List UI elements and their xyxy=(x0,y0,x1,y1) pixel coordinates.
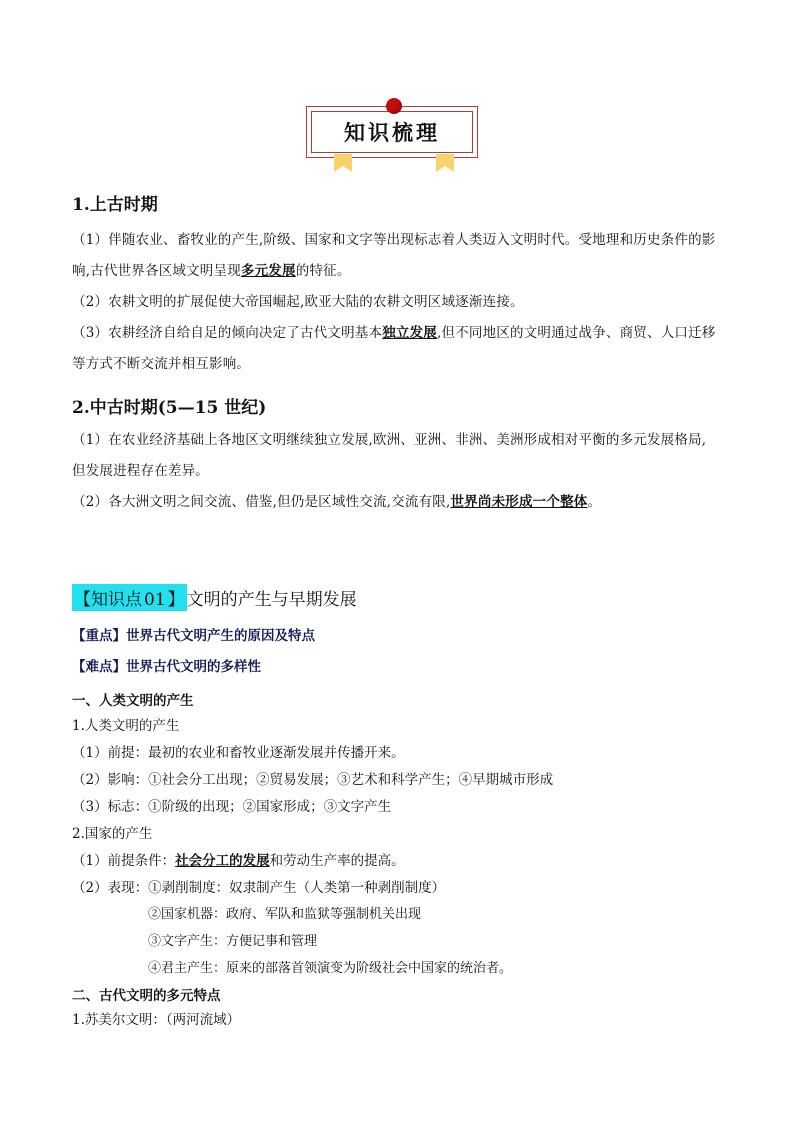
text-line: （2）农耕文明的扩展促使大帝国崛起,欧亚大陆的农耕文明区域逐渐连接。 xyxy=(72,294,524,310)
text-span: （3）农耕经济自给自足的倾向决定了古代文明基本 xyxy=(72,325,383,341)
underlined-keyword: 社会分工的发展 xyxy=(175,853,270,869)
red-pin-icon xyxy=(386,98,402,114)
text-line: ④君主产生：原来的部落首领演变为阶级社会中国家的统治者。 xyxy=(148,961,513,976)
text-line xyxy=(72,849,405,869)
underlined-keyword: 多元发展 xyxy=(240,263,296,279)
knowledge-point-tag xyxy=(72,584,187,611)
tag-number: 01 xyxy=(144,590,166,610)
part-heading-diversity: 二、古代文明的多元特点 xyxy=(72,988,221,1004)
text-line xyxy=(72,318,732,349)
paragraph xyxy=(72,225,732,380)
text-line: （1）在农业经济基础上各地区文明继续独立发展,欧洲、亚洲、非洲、美洲形成相对平衡的多元发展格局, xyxy=(72,432,707,448)
text-line: （2）影响：①社会分工出现；②贸易发展；③艺术和科学产生；④早期城市形成 xyxy=(72,772,554,788)
banner-title: 知识梳理 xyxy=(344,121,440,145)
text-line: （3）标志：①阶级的出现；②国家形成；③文字产生 xyxy=(72,799,392,815)
text-span: ,但不同地区的文明通过战争、商贸、人口迁移 xyxy=(437,325,716,341)
text-line: （1）前提：最初的农业和畜牧业逐渐发展并传播开来。 xyxy=(72,745,405,761)
ribbon-right-icon xyxy=(436,154,454,172)
text-span: 和劳动生产率的提高。 xyxy=(269,853,405,869)
difficult-point: 【难点】世界古代文明的多样性 xyxy=(72,659,261,675)
text-span: 响,古代世界各区域文明呈现 xyxy=(72,263,241,279)
knowledge-point-title xyxy=(72,584,357,611)
section-heading-medieval: 2.中古时期(5—15 世纪) xyxy=(72,398,267,418)
tag-close: 】 xyxy=(167,590,185,610)
text-line: ②国家机器：政府、军队和监狱等强制机关出现 xyxy=(148,907,422,922)
text-line: 等方式不断交流并相互影响。 xyxy=(72,356,251,372)
knowledge-point-name: 文明的产生与早期发展 xyxy=(186,590,357,610)
section-heading-ancient: 1.上古时期 xyxy=(72,195,158,215)
text-span: （2）各大洲文明之间交流、借鉴,但仍是区域性交流,交流有限, xyxy=(72,494,451,510)
underlined-keyword: 世界尚未形成一个整体 xyxy=(450,494,588,510)
banner-inner-frame xyxy=(311,111,473,153)
text-line: （1）伴随农业、畜牧业的产生,阶级、国家和文字等出现标志着人类迈入文明时代。受地理和历史条件的影 xyxy=(72,232,716,248)
part-heading-origin: 一、人类文明的产生 xyxy=(72,693,194,709)
key-point: 【重点】世界古代文明产生的原因及特点 xyxy=(72,628,315,644)
text-span: （1）前提条件： xyxy=(72,853,176,869)
tag-open: 【知识点 xyxy=(74,590,142,610)
underlined-keyword: 独立发展 xyxy=(382,325,438,341)
section-banner xyxy=(306,98,482,170)
text-line xyxy=(72,487,732,518)
text-span: 的特征。 xyxy=(295,263,351,279)
text-line: （2）表现：①剥削制度：奴隶制产生（人类第一种剥削制度） xyxy=(72,880,446,896)
sub-heading: 1.人类文明的产生 xyxy=(72,718,180,734)
text-line: 但发展进程存在差异。 xyxy=(72,463,209,479)
ribbon-left-icon xyxy=(334,154,352,172)
sub-heading: 1.苏美尔文明：（两河流域） xyxy=(72,1012,241,1028)
text-span: 。 xyxy=(587,494,602,510)
sub-heading: 2.国家的产生 xyxy=(72,826,153,842)
text-line xyxy=(72,256,732,287)
text-line: ③文字产生：方便记事和管理 xyxy=(148,934,318,949)
paragraph xyxy=(72,425,732,518)
